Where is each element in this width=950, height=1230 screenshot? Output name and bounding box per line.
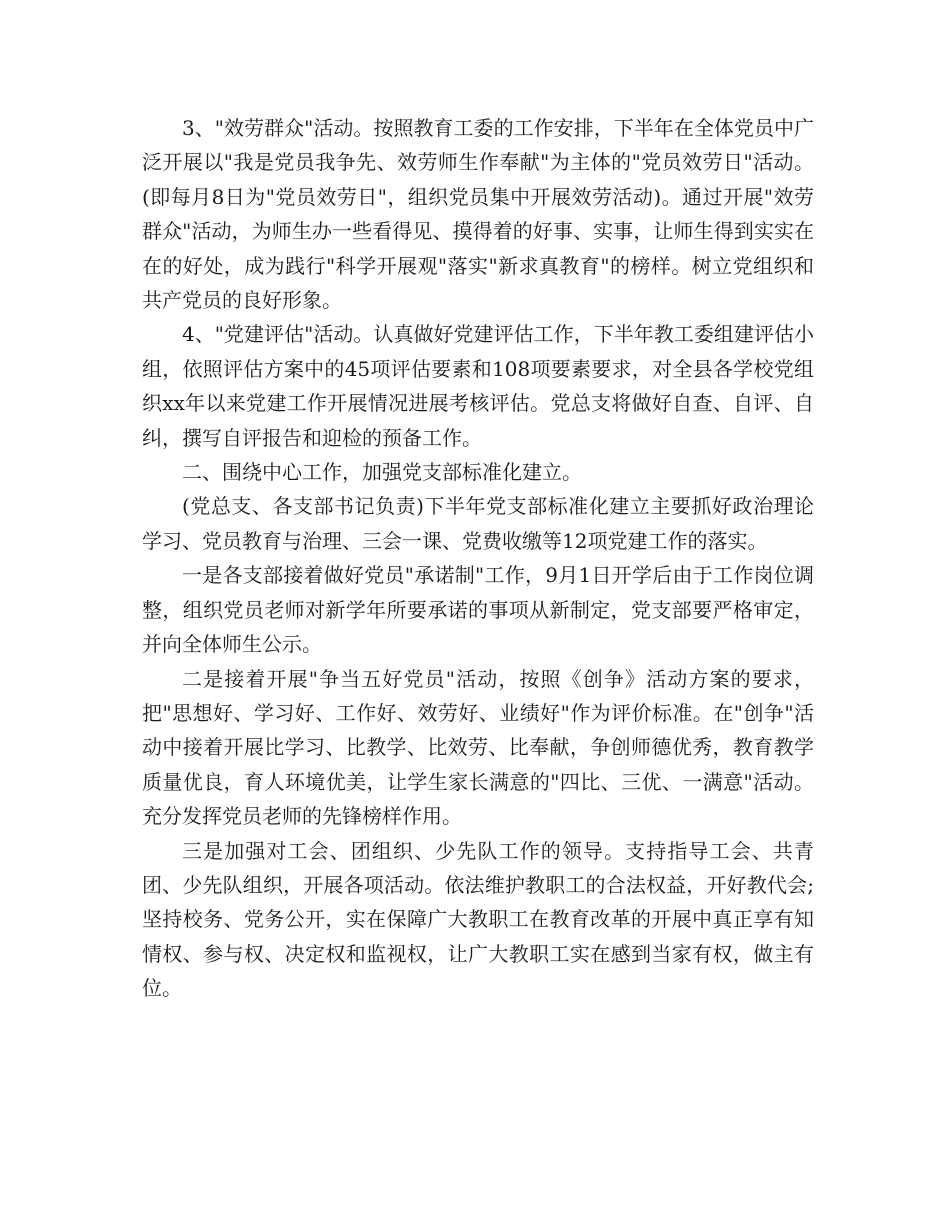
section-heading-standardization: 二、围绕中心工作，加强党支部标准化建立。 xyxy=(182,460,582,485)
paragraph-five-good-members: 二是接着开展"争当五好党员"活动，按照《创争》活动方案的要求，把"思想好、学习好、工作好、效劳好、业绩好"作为评价标准。在"创争"活动中接着开展比学习、比教学、比效劳、比奉献，争创师德优秀，教育教学质量优良，育人环境优美，让学生家长满意的"四比、三优、一满意"活动。充分发挥党员老师的先锋榜样作用。 xyxy=(142,666,814,829)
paragraph-service-activity: 3、"效劳群众"活动。按照教育工委的工作安排，下半年在全体党员中广泛开展以"我是党员我争先、效劳师生作奉献"为主体的"党员效劳日"活动。(即每月8日为"党员效劳日"，组织党员集中开展效劳活动)。通过开展"效劳群众"活动，为师生办一些看得见、摸得着的好事、实事，让师生得到实实在在的好处，成为践行"科学开展观"落实"新求真教育"的榜样。树立党组织和共产党员的良好形象。 xyxy=(142,116,814,313)
paragraph-standardization-overview: (党总支、各支部书记负责)下半年党支部标准化建立主要抓好政治理论学习、党员教育与治理、三会一课、党费收缴等12项党建工作的落实。 xyxy=(142,494,814,553)
paragraph-union-leadership: 三是加强对工会、团组织、少先队工作的领导。支持指导工会、共青团、少先队组织，开展各项活动。依法维护教职工的合法权益，开好教代会;坚持校务、党务公开，实在保障广大教职工在教育改革的开展中真正享有知情权、参与权、决定权和监视权，让广大教职工实在感到当家有权，做主有位。 xyxy=(142,838,814,1001)
paragraph-commitment-system: 一是各支部接着做好党员"承诺制"工作，9月1日开学后由于工作岗位调整，组织党员老师对新学年所要承诺的事项从新制定，党支部要严格审定，并向全体师生公示。 xyxy=(142,563,814,657)
document-body xyxy=(142,111,814,1006)
paragraph-party-evaluation: 4、"党建评估"活动。认真做好党建评估工作，下半年教工委组建评估小组，依照评估方案中的45项评估要素和108项要素要求，对全县各学校党组织xx年以来党建工作开展情况进展考核评估。党总支将做好自查、自评、自纠，撰写自评报告和迎检的预备工作。 xyxy=(142,322,814,450)
